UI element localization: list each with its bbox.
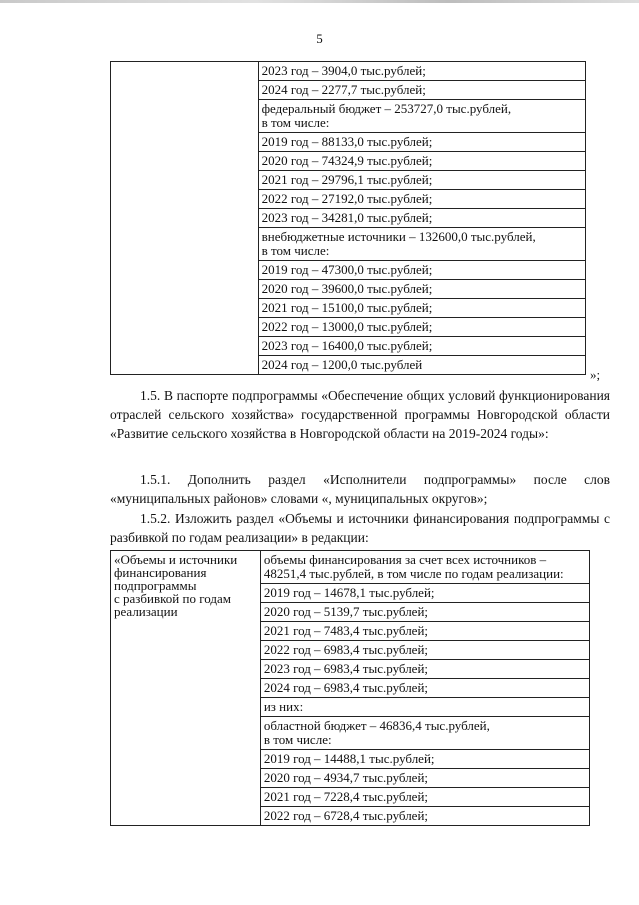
funding-table-continued: [110, 61, 586, 375]
table1-line: 2024 год – 2277,7 тыс.рублей;: [259, 81, 585, 100]
table2-line: 2019 год – 14678,1 тыс.рублей;: [261, 584, 589, 603]
table2-line: 2020 год – 5139,7 тыс.рублей;: [261, 603, 589, 622]
table2-line: 2023 год – 6983,4 тыс.рублей;: [261, 660, 589, 679]
table1-line: 2022 год – 27192,0 тыс.рублей;: [259, 190, 585, 209]
table2-line: 2020 год – 4934,7 тыс.рублей;: [261, 769, 589, 788]
table2-line: 2021 год – 7483,4 тыс.рублей;: [261, 622, 589, 641]
funding-table-new: [110, 550, 590, 826]
table2-values-cell: [260, 551, 589, 826]
table2-line: 2022 год – 6983,4 тыс.рублей;: [261, 641, 589, 660]
table2-line: 2019 год – 14488,1 тыс.рублей;: [261, 750, 589, 769]
table1-closing-quote: »;: [590, 367, 601, 382]
table1-line: 2021 год – 15100,0 тыс.рублей;: [259, 299, 585, 318]
table1-line: 2023 год – 3904,0 тыс.рублей;: [259, 62, 585, 81]
paragraph-1-5-2: 1.5.2. Изложить раздел «Объемы и источники финансирования подпрограммы с разбивкой по годам реализации» в редакции:: [110, 511, 610, 545]
table2-line: областной бюджет – 46836,4 тыс.рублей, в том числе:: [261, 717, 589, 750]
table2-label: «Объемы и источники финансирования подпрограммы с разбивкой по годам реализации: [114, 552, 238, 619]
table1-line: 2022 год – 13000,0 тыс.рублей;: [259, 318, 585, 337]
table2-line: объемы финансирования за счет всех источников – 48251,4 тыс.рублей, в том числе по годам реализации:: [261, 551, 589, 584]
table2-line: 2022 год – 6728,4 тыс.рублей;: [263, 808, 429, 823]
table1-line: федеральный бюджет – 253727,0 тыс.рублей, в том числе:: [259, 100, 585, 133]
table1-line: 2020 год – 39600,0 тыс.рублей;: [259, 280, 585, 299]
table1-line: 2020 год – 74324,9 тыс.рублей;: [259, 152, 585, 171]
table1-label-cell: [111, 62, 259, 375]
table1-line: 2023 год – 16400,0 тыс.рублей;: [259, 337, 585, 356]
table1-line: 2019 год – 47300,0 тыс.рублей;: [259, 261, 585, 280]
table2-line: 2024 год – 6983,4 тыс.рублей;: [261, 679, 589, 698]
table1-line: 2023 год – 34281,0 тыс.рублей;: [259, 209, 585, 228]
table2-line: 2021 год – 7228,4 тыс.рублей;: [261, 788, 589, 807]
table1-line: 2021 год – 29796,1 тыс.рублей;: [259, 171, 585, 190]
table1-line: 2019 год – 88133,0 тыс.рублей;: [259, 133, 585, 152]
table2-line: из них:: [261, 698, 589, 717]
page-number: 5: [316, 31, 323, 46]
scan-top-edge: [0, 0, 639, 3]
table1-line: 2024 год – 1200,0 тыс.рублей: [261, 357, 423, 372]
paragraph-1-5-1: 1.5.1. Дополнить раздел «Исполнители подпрограммы» после слов «муниципальных районов» словами «, муниципальных округов»;: [110, 472, 610, 506]
paragraph-1-5: 1.5. В паспорте подпрограммы «Обеспечение общих условий функционирования отраслей сельского хозяйства» государственной программы Новгородской области «Развитие сельского хозяйства в Новгородской области на 2019-2024 годы»:: [110, 388, 610, 441]
table1-values-cell: [258, 62, 585, 375]
table1-line: внебюджетные источники – 132600,0 тыс.рублей, в том числе:: [259, 228, 585, 261]
table2-label-cell: [111, 551, 261, 826]
